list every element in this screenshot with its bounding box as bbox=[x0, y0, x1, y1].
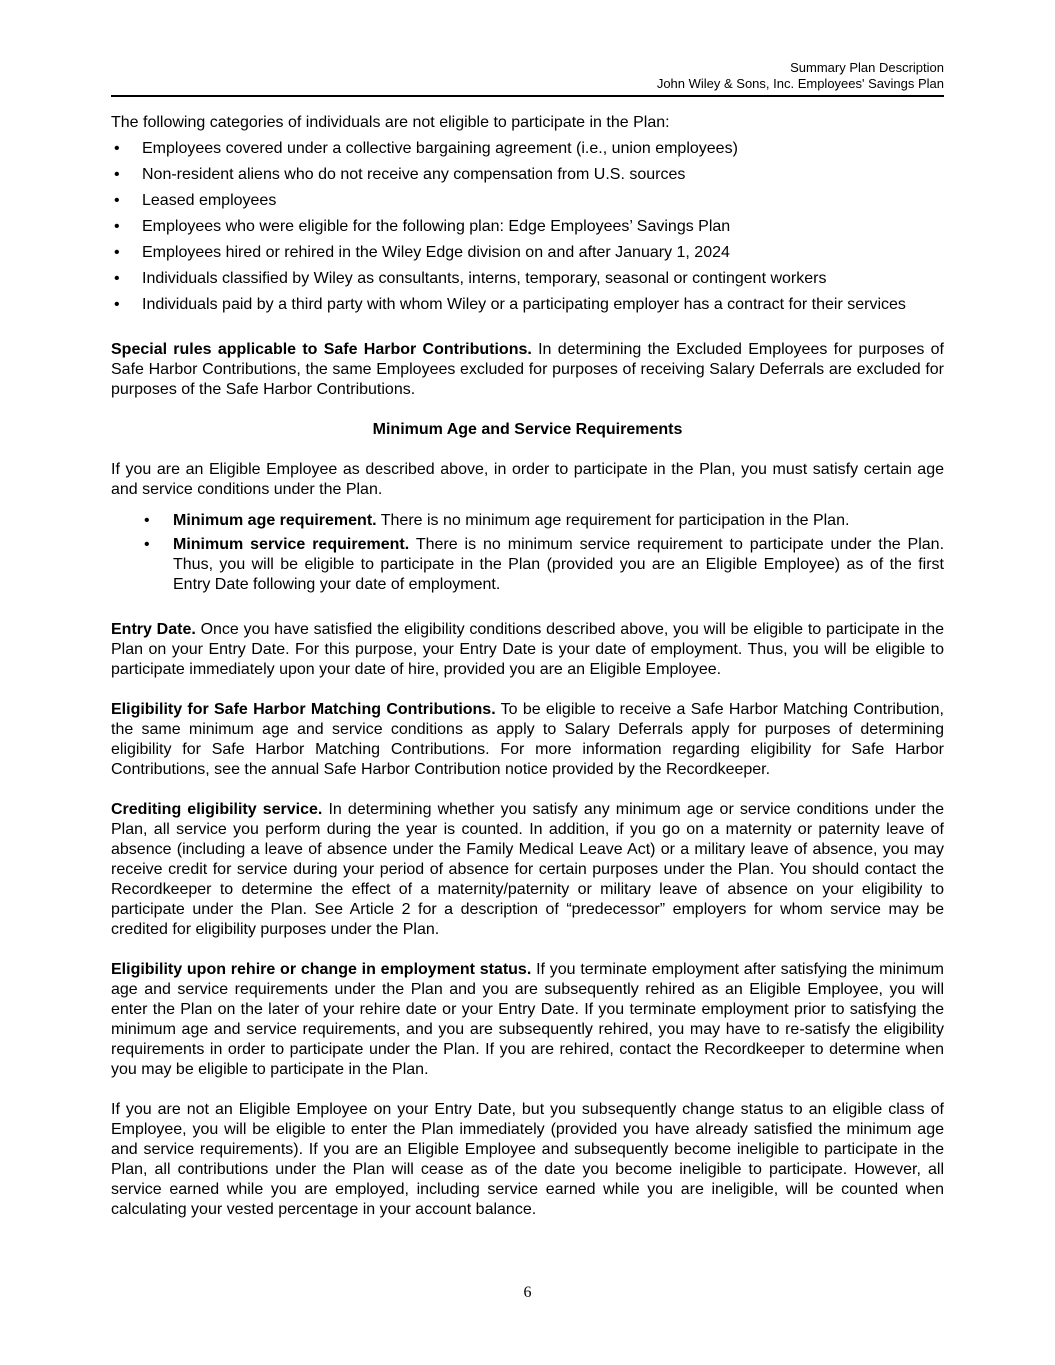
safe-harbor-rules-paragraph bbox=[111, 340, 944, 400]
list-item: • Non-resident aliens who do not receive any compensation from U.S. sources bbox=[111, 165, 944, 185]
list-item: • Employees covered under a collective bargaining agreement (i.e., union employees) bbox=[111, 139, 944, 159]
paragraph-lead: Special rules applicable to Safe Harbor Contributions. bbox=[111, 341, 532, 358]
requirement-lead: Minimum service requirement. bbox=[173, 536, 410, 553]
list-item bbox=[111, 511, 944, 531]
entry-date-paragraph bbox=[111, 620, 944, 680]
list-item: • Individuals classified by Wiley as consultants, interns, temporary, seasonal or contingent workers bbox=[111, 269, 944, 289]
list-item: • Employees hired or rehired in the Wiley Edge division on and after January 1, 2024 bbox=[111, 243, 944, 263]
ineligible-intro: The following categories of individuals are not eligible to participate in the Plan: bbox=[111, 114, 670, 131]
paragraph-text: To be eligible to receive a Safe Harbor Matching Contribution, the same minimum age and service conditions as apply to Salary Deferrals apply for purposes of determining eligibility for Safe Harbor Matching Contributions. For more information regarding eligibility for Safe Harbor Contributions, see the annual Safe Harbor Contribution notice provided by the Recordkeeper. bbox=[111, 701, 945, 778]
list-item: • Employees who were eligible for the following plan: Edge Employees’ Savings Plan bbox=[111, 217, 944, 237]
document-page bbox=[111, 60, 944, 1220]
page-number: 6 bbox=[523, 1284, 532, 1301]
header-plan-name: John Wiley & Sons, Inc. Employees' Savings Plan bbox=[656, 76, 944, 91]
matching-eligibility-paragraph bbox=[111, 700, 944, 780]
header-title: Summary Plan Description bbox=[790, 60, 944, 75]
paragraph-lead: Eligibility upon rehire or change in employment status. bbox=[111, 961, 532, 978]
requirement-text: There is no minimum age requirement for participation in the Plan. bbox=[376, 512, 850, 529]
paragraph-text: Once you have satisfied the eligibility conditions described above, you will be eligible to participate in the Plan on your Entry Date. For this purpose, your Entry Date is your date of employment. Thus, you will be eligible to participate immediately upon your date of hire, provided you are an Eligible Employee. bbox=[111, 621, 945, 678]
document-body bbox=[111, 113, 944, 1220]
excluded-categories-list bbox=[111, 139, 944, 315]
paragraph-lead: Entry Date. bbox=[111, 621, 196, 638]
requirement-text: There is no minimum service requirement to participate under the Plan. Thus, you will be eligible to participate in the Plan (provided you are an Eligible Employee) as of the first Entry Date following your date of employment. bbox=[173, 536, 945, 593]
list-item bbox=[111, 535, 944, 595]
rehire-paragraph bbox=[111, 960, 944, 1080]
age-service-intro: If you are an Eligible Employee as described above, in order to participate in the Plan, you must satisfy certain age and service conditions under the Plan. bbox=[111, 461, 944, 498]
requirement-lead: Minimum age requirement. bbox=[173, 512, 377, 529]
paragraph-lead: Crediting eligibility service. bbox=[111, 801, 323, 818]
running-header bbox=[111, 60, 944, 97]
list-item: • Individuals paid by a third party with whom Wiley or a participating employer has a contract for their services bbox=[111, 295, 944, 315]
section-heading: Minimum Age and Service Requirements bbox=[372, 421, 683, 438]
paragraph-text: In determining whether you satisfy any minimum age or service conditions under the Plan, all service you perform during the year is counted. In addition, if you go on a maternity or paternity leave of absence (including a leave of absence under the Family Medical Leave Act) or a military leave of absence, you may receive credit for service during your period of absence for certain purposes under the Plan. You should contact the Recordkeeper to determine the effect of a maternity/paternity or military leave of absence on your eligibility to participate under the Plan. See Article 2 for a description of “predecessor” employers for whom service may be credited for eligibility purposes under the Plan. bbox=[111, 801, 945, 938]
crediting-service-paragraph bbox=[111, 800, 944, 940]
paragraph-lead: Eligibility for Safe Harbor Matching Contributions. bbox=[111, 701, 496, 718]
requirements-list bbox=[111, 511, 944, 595]
paragraph-text: If you terminate employment after satisfying the minimum age and service requirements under the Plan and you are subsequently rehired as an Eligible Employee, you will enter the Plan on the later of your rehire date or your Entry Date. If you terminate employment prior to satisfying the minimum age and service requirements, and you are subsequently rehired, you may have to re-satisfy the eligibility requirements in order to participate under the Plan. If you are rehired, contact the Recordkeeper to determine when you may be eligible to participate in the Plan. bbox=[111, 961, 945, 1078]
paragraph-text: In determining the Excluded Employees for purposes of Safe Harbor Contributions, the same Employees excluded for purposes of receiving Salary Deferrals are excluded for purposes of the Safe Harbor Contributions. bbox=[111, 341, 944, 398]
status-change-paragraph: If you are not an Eligible Employee on your Entry Date, but you subsequently change status to an eligible class of Employee, you will be eligible to enter the Plan immediately (provided you have already satisfied the minimum age and service requirements). If you are an Eligible Employee and subsequently become ineligible to participate in the Plan, all contributions under the Plan will cease as of the date you become ineligible to participate. However, all service earned while you are employed, including service earned while you are ineligible, will be counted when calculating your vested percentage in your account balance. bbox=[111, 1101, 944, 1218]
list-item: • Leased employees bbox=[111, 191, 944, 211]
